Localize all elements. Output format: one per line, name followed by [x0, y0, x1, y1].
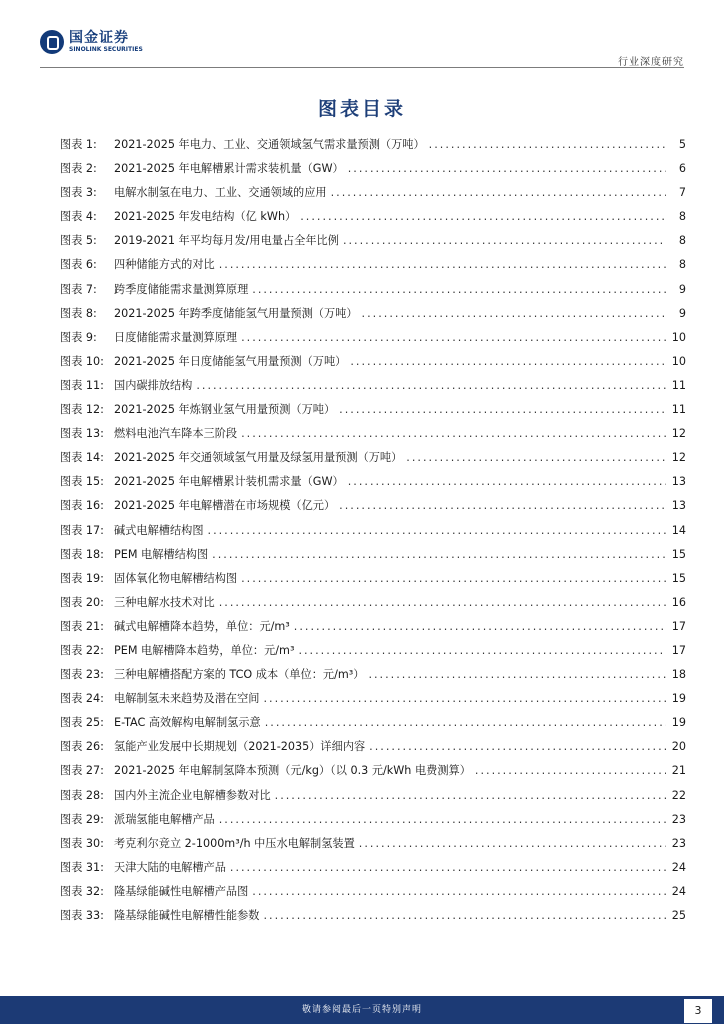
- toc-entry-title: 固体氧化物电解槽结构图: [114, 571, 238, 585]
- toc-entry-page: 18: [671, 668, 686, 682]
- toc-entry-label: 图表 22:: [60, 643, 104, 657]
- toc-leader-dots: [252, 283, 666, 296]
- toc-entry-label: 图表 3:: [60, 186, 97, 200]
- toc-entry-page: 17: [671, 619, 686, 633]
- report-sector: 行业深度研究: [618, 57, 684, 68]
- toc-entry-label: 图表 29:: [60, 812, 104, 826]
- toc-entry-page: 6: [678, 162, 686, 176]
- toc-entry-page: 9: [678, 306, 686, 320]
- toc-entry-title: 2021-2025 年电解槽累计装机需求量（GW）: [114, 475, 344, 489]
- toc-entry-label: 图表 7:: [60, 282, 97, 296]
- toc-entry-page: 8: [678, 210, 686, 224]
- toc-entry-title: 2021-2025 年电力、工业、交通领域氢气需求量预测（万吨）: [114, 138, 425, 151]
- toc-entry[interactable]: [60, 859, 686, 883]
- toc-entry-title: 三种电解槽搭配方案的 TCO 成本（单位：元/m³）: [114, 668, 365, 682]
- toc-entry-title: 2019-2021 年平均每月发/用电量占全年比例: [114, 234, 339, 248]
- figure-list: [60, 136, 686, 931]
- toc-entry[interactable]: [60, 666, 686, 690]
- toc-entry-label: 图表 24:: [60, 692, 104, 706]
- toc-leader-dots: [212, 548, 666, 561]
- toc-entry-label: 图表 10:: [60, 354, 104, 368]
- toc-leader-dots: [241, 572, 666, 585]
- toc-entry[interactable]: [60, 787, 686, 811]
- toc-leader-dots: [263, 909, 666, 922]
- toc-leader-dots: [275, 789, 666, 802]
- toc-entry-label: 图表 19:: [60, 571, 104, 585]
- toc-entry[interactable]: [60, 835, 686, 859]
- toc-leader-dots: [350, 355, 666, 368]
- toc-entry-page: 11: [671, 378, 686, 392]
- toc-entry-title: E-TAC 高效解构电解制氢示意: [114, 716, 261, 730]
- toc-leader-dots: [219, 813, 666, 826]
- toc-entry-label: 图表 16:: [60, 499, 104, 513]
- toc-leader-dots: [348, 475, 666, 488]
- toc-entry-title: 燃料电池汽车降本三阶段: [114, 427, 238, 441]
- toc-entry-label: 图表 27:: [60, 764, 104, 778]
- toc-entry-title: 隆基绿能碱性电解槽性能参数: [114, 909, 260, 922]
- toc-entry-page: 19: [671, 692, 686, 706]
- toc-leader-dots: [475, 764, 666, 777]
- toc-leader-dots: [230, 861, 666, 874]
- toc-entry[interactable]: [60, 594, 686, 618]
- toc-leader-dots: [362, 307, 666, 320]
- toc-entry[interactable]: [60, 353, 686, 377]
- toc-entry-title: 碱式电解槽降本趋势，单位：元/m³: [114, 619, 290, 633]
- toc-entry-label: 图表 12:: [60, 403, 104, 417]
- toc-leader-dots: [219, 258, 666, 271]
- toc-entry[interactable]: [60, 642, 686, 666]
- toc-leader-dots: [348, 162, 666, 175]
- toc-entry-label: 图表 21:: [60, 619, 104, 633]
- toc-entry-label: 图表 18:: [60, 547, 104, 561]
- toc-leader-dots: [265, 716, 666, 729]
- toc-entry-title: 四种储能方式的对比: [114, 258, 215, 272]
- toc-entry-title: 2021-2025 年日度储能氢气用量预测（万吨）: [114, 354, 347, 368]
- toc-leader-dots: [406, 451, 666, 464]
- brand-name: [69, 31, 143, 53]
- toc-entry-label: 图表 25:: [60, 716, 104, 730]
- toc-entry-title: 2021-2025 年跨季度储能氢气用量预测（万吨）: [114, 306, 358, 320]
- toc-leader-dots: [339, 499, 666, 512]
- toc-entry-page: 8: [678, 258, 686, 272]
- toc-entry[interactable]: [60, 811, 686, 835]
- toc-entry[interactable]: [60, 570, 686, 594]
- toc-entry-page: 11: [671, 403, 686, 417]
- toc-entry[interactable]: [60, 184, 686, 208]
- toc-leader-dots: [368, 668, 666, 681]
- toc-entry-label: 图表 33:: [60, 909, 104, 922]
- toc-entry[interactable]: [60, 208, 686, 232]
- brand-logo: [40, 30, 143, 54]
- toc-entry-label: 图表 8:: [60, 306, 97, 320]
- toc-entry-label: 图表 23:: [60, 668, 104, 682]
- toc-entry-page: 12: [671, 451, 686, 465]
- toc-entry-title: 氢能产业发展中长期规划（2021-2035）详细内容: [114, 740, 366, 754]
- toc-entry-title: 国内外主流企业电解槽参数对比: [114, 788, 271, 802]
- toc-entry-page: 5: [678, 138, 686, 151]
- toc-entry[interactable]: [60, 522, 686, 546]
- toc-entry-label: 图表 5:: [60, 234, 97, 248]
- toc-entry-title: 2021-2025 年发电结构（亿 kWh）: [114, 210, 297, 224]
- toc-entry-title: 派瑞氢能电解槽产品: [114, 812, 215, 826]
- toc-entry[interactable]: [60, 377, 686, 401]
- toc-entry-page: 10: [671, 354, 686, 368]
- toc-entry-title: 2021-2025 年电解槽累计需求装机量（GW）: [114, 162, 344, 176]
- toc-entry-page: 25: [671, 909, 686, 922]
- toc-entry-page: 22: [671, 788, 686, 802]
- toc-title: 图表目录: [317, 98, 406, 120]
- toc-leader-dots: [298, 644, 666, 657]
- toc-entry[interactable]: [60, 497, 686, 521]
- toc-entry-label: 图表 6:: [60, 258, 97, 272]
- toc-leader-dots: [359, 837, 666, 850]
- toc-entry-title: 隆基绿能碱性电解槽产品图: [114, 884, 249, 898]
- toc-entry[interactable]: [60, 690, 686, 714]
- toc-entry-title: 电解制氢未来趋势及潜在空间: [114, 692, 260, 706]
- toc-entry[interactable]: [60, 256, 686, 280]
- toc-entry-label: 图表 14:: [60, 451, 104, 465]
- toc-entry-title: PEM 电解槽结构图: [114, 547, 209, 561]
- toc-entry-title: 日度储能需求量测算原理: [114, 330, 238, 344]
- toc-entry[interactable]: [60, 281, 686, 305]
- toc-entry-page: 14: [671, 523, 686, 537]
- toc-entry-title: 2021-2025 年电解槽潜在市场规模（亿元）: [114, 499, 336, 513]
- toc-entry-title: 碱式电解槽结构图: [114, 523, 204, 537]
- toc-leader-dots: [263, 692, 666, 705]
- toc-entry-page: 17: [671, 643, 686, 657]
- toc-entry[interactable]: [60, 473, 686, 497]
- toc-entry-page: 10: [671, 330, 686, 344]
- toc-entry-label: 图表 32:: [60, 884, 104, 898]
- toc-entry-page: 21: [671, 764, 686, 778]
- toc-entry[interactable]: [60, 305, 686, 329]
- toc-entry[interactable]: [60, 136, 686, 160]
- toc-leader-dots: [429, 138, 666, 151]
- toc-entry[interactable]: [60, 546, 686, 570]
- toc-entry[interactable]: [60, 618, 686, 642]
- toc-entry-title: PEM 电解槽降本趋势，单位：元/m³: [114, 643, 295, 657]
- toc-entry-title: 国内碳排放结构: [114, 378, 193, 392]
- toc-entry-title: 电解水制氢在电力、工业、交通领域的应用: [114, 186, 327, 200]
- toc-entry-title: 跨季度储能需求量测算原理: [114, 282, 249, 296]
- brand-name-en: SINOLINK SECURITIES: [69, 46, 143, 53]
- toc-entry-title: 2021-2025 年交通领域氢气用量及绿氢用量预测（万吨）: [114, 451, 403, 465]
- toc-leader-dots: [294, 620, 666, 633]
- toc-entry-label: 图表 30:: [60, 836, 104, 850]
- toc-entry[interactable]: [60, 425, 686, 449]
- toc-entry-label: 图表 17:: [60, 523, 104, 537]
- toc-entry-page: 16: [671, 595, 686, 609]
- toc-entry[interactable]: [60, 762, 686, 786]
- toc-entry-label: 图表 13:: [60, 427, 104, 441]
- toc-entry-title: 2021-2025 年炼钢业氢气用量预测（万吨）: [114, 403, 336, 417]
- toc-entry-label: 图表 31:: [60, 860, 104, 874]
- toc-entry-label: 图表 26:: [60, 740, 104, 754]
- toc-entry[interactable]: [60, 449, 686, 473]
- toc-entry-page: 7: [678, 186, 686, 200]
- toc-entry-page: 23: [671, 836, 686, 850]
- toc-entry[interactable]: [60, 232, 686, 256]
- toc-entry-page: 23: [671, 812, 686, 826]
- toc-entry[interactable]: [60, 401, 686, 425]
- toc-entry-page: 9: [678, 282, 686, 296]
- toc-leader-dots: [196, 379, 666, 392]
- toc-leader-dots: [219, 596, 666, 609]
- toc-entry-label: 图表 9:: [60, 330, 97, 344]
- toc-entry-label: 图表 20:: [60, 595, 104, 609]
- toc-entry-title: 三种电解水技术对比: [114, 595, 215, 609]
- toc-entry-page: 13: [671, 475, 686, 489]
- toc-entry[interactable]: [60, 714, 686, 738]
- toc-entry-page: 8: [678, 234, 686, 248]
- toc-leader-dots: [331, 186, 666, 199]
- footer-disclaimer: 敬请参阅最后一页特别声明: [301, 1005, 422, 1015]
- toc-entry-page: 24: [671, 860, 686, 874]
- toc-entry-label: 图表 11:: [60, 378, 104, 392]
- toc-entry-page: 19: [671, 716, 686, 730]
- toc-entry-page: 15: [671, 547, 686, 561]
- toc-entry-page: 13: [671, 499, 686, 513]
- toc-leader-dots: [369, 740, 666, 753]
- toc-leader-dots: [300, 210, 666, 223]
- toc-entry[interactable]: [60, 329, 686, 353]
- toc-entry-page: 15: [671, 571, 686, 585]
- brand-name-cn: 国金证券: [69, 30, 129, 46]
- toc-leader-dots: [241, 427, 666, 440]
- toc-leader-dots: [252, 885, 666, 898]
- toc-entry-label: 图表 28:: [60, 788, 104, 802]
- toc-entry-title: 2021-2025 年电解制氢降本预测（元/kg）（以 0.3 元/kWh 电费测算）: [114, 764, 471, 778]
- toc-entry-label: 图表 1:: [60, 138, 97, 151]
- sinolink-logo-icon: [40, 30, 64, 54]
- toc-leader-dots: [343, 234, 666, 247]
- toc-entry-page: 12: [671, 427, 686, 441]
- toc-entry-label: 图表 2:: [60, 162, 97, 176]
- toc-leader-dots: [339, 403, 666, 416]
- toc-entry[interactable]: [60, 160, 686, 184]
- toc-entry-page: 20: [671, 740, 686, 754]
- toc-entry[interactable]: [60, 883, 686, 907]
- header-divider: [40, 67, 684, 68]
- toc-entry-title: 天津大陆的电解槽产品: [114, 860, 226, 874]
- toc-entry-label: 图表 15:: [60, 475, 104, 489]
- toc-entry[interactable]: [60, 738, 686, 762]
- toc-entry-label: 图表 4:: [60, 210, 97, 224]
- toc-leader-dots: [208, 524, 666, 537]
- toc-entry-page: 24: [671, 884, 686, 898]
- toc-leader-dots: [241, 331, 666, 344]
- toc-entry-title: 考克利尔竞立 2-1000m³/h 中压水电解制氢装置: [114, 836, 355, 850]
- toc-entry[interactable]: [60, 907, 686, 931]
- page-number: 3: [684, 999, 712, 1023]
